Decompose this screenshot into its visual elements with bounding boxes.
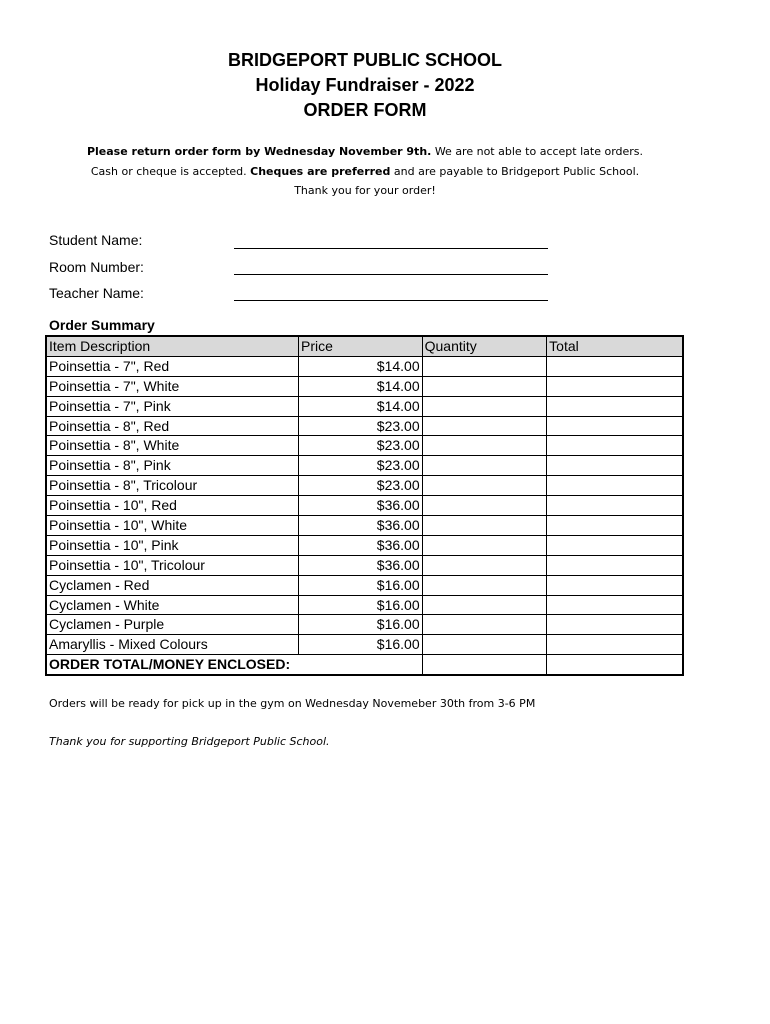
item-quantity-cell[interactable] — [422, 516, 547, 536]
thank-you-note: Thank you for supporting Bridgeport Public School. — [49, 735, 330, 748]
header-price: Price — [299, 336, 423, 356]
header-total: Total — [547, 336, 683, 356]
item-description: Cyclamen - Red — [46, 575, 299, 595]
table-row — [46, 615, 683, 635]
item-price: $36.00 — [299, 496, 423, 516]
item-price: $14.00 — [299, 376, 423, 396]
table-row — [46, 496, 683, 516]
teacher-name-field[interactable] — [234, 300, 548, 301]
item-price: $23.00 — [299, 436, 423, 456]
item-quantity-cell[interactable] — [422, 376, 547, 396]
table-row — [46, 356, 683, 376]
item-price: $16.00 — [299, 615, 423, 635]
item-quantity-cell[interactable] — [422, 456, 547, 476]
item-price: $16.00 — [299, 595, 423, 615]
table-row — [46, 456, 683, 476]
table-row — [46, 535, 683, 555]
item-description: Poinsettia - 10", Red — [46, 496, 299, 516]
item-total-cell[interactable] — [547, 356, 683, 376]
table-row — [46, 575, 683, 595]
item-description: Poinsettia - 7", Red — [46, 356, 299, 376]
order-total-label: ORDER TOTAL/MONEY ENCLOSED: — [46, 655, 422, 675]
order-table — [45, 335, 684, 676]
item-quantity-cell[interactable] — [422, 416, 547, 436]
item-price: $14.00 — [299, 396, 423, 416]
teacher-name-label: Teacher Name: — [49, 285, 144, 301]
item-total-cell[interactable] — [547, 416, 683, 436]
item-quantity-cell[interactable] — [422, 396, 547, 416]
item-quantity-cell[interactable] — [422, 555, 547, 575]
late-order-text: We are not able to accept late orders. — [431, 145, 644, 158]
item-description: Amaryllis - Mixed Colours — [46, 635, 299, 655]
form-header — [0, 48, 730, 123]
order-total-row — [46, 655, 683, 675]
table-row — [46, 376, 683, 396]
item-description: Poinsettia - 10", White — [46, 516, 299, 536]
cheque-preferred-text: Cheques are preferred — [250, 164, 391, 178]
item-quantity-cell[interactable] — [422, 476, 547, 496]
item-price: $36.00 — [299, 535, 423, 555]
payment-text: Cash or cheque is accepted. — [90, 164, 251, 178]
item-quantity-cell[interactable] — [422, 615, 547, 635]
item-description: Cyclamen - Purple — [46, 615, 299, 635]
item-quantity-cell[interactable] — [422, 356, 547, 376]
order-total-cell[interactable] — [547, 655, 683, 675]
item-total-cell[interactable] — [547, 635, 683, 655]
table-row — [46, 635, 683, 655]
item-quantity-cell[interactable] — [422, 575, 547, 595]
payable-text: and are payable to Bridgeport Public School. — [390, 164, 640, 178]
header-quantity: Quantity — [422, 336, 547, 356]
item-price: $14.00 — [299, 356, 423, 376]
table-row — [46, 555, 683, 575]
item-price: $16.00 — [299, 575, 423, 595]
event-title: Holiday Fundraiser - 2022 — [255, 75, 475, 95]
item-total-cell[interactable] — [547, 436, 683, 456]
item-total-cell[interactable] — [547, 396, 683, 416]
table-row — [46, 595, 683, 615]
item-price: $23.00 — [299, 476, 423, 496]
item-total-cell[interactable] — [547, 456, 683, 476]
item-description: Poinsettia - 7", Pink — [46, 396, 299, 416]
order-total-quantity-cell[interactable] — [422, 655, 547, 675]
room-number-field[interactable] — [234, 274, 548, 275]
item-total-cell[interactable] — [547, 376, 683, 396]
instruction-line-2 — [0, 162, 730, 182]
item-description: Poinsettia - 7", White — [46, 376, 299, 396]
item-quantity-cell[interactable] — [422, 635, 547, 655]
instructions — [0, 142, 730, 201]
item-description: Poinsettia - 8", Tricolour — [46, 476, 299, 496]
table-row — [46, 416, 683, 436]
item-price: $36.00 — [299, 555, 423, 575]
school-name: BRIDGEPORT PUBLIC SCHOOL — [227, 50, 502, 70]
student-name-label: Student Name: — [49, 232, 143, 248]
order-summary-title: Order Summary — [49, 317, 155, 333]
table-header-row — [46, 336, 683, 356]
item-price: $23.00 — [299, 456, 423, 476]
form-title: ORDER FORM — [303, 100, 427, 120]
table-row — [46, 476, 683, 496]
item-description: Cyclamen - White — [46, 595, 299, 615]
item-total-cell[interactable] — [547, 496, 683, 516]
table-row — [46, 516, 683, 536]
pickup-note: Orders will be ready for pick up in the gym on Wednesday Novemeber 30th from 3-6 PM — [49, 697, 536, 710]
item-quantity-cell[interactable] — [422, 496, 547, 516]
item-price: $16.00 — [299, 635, 423, 655]
table-row — [46, 396, 683, 416]
item-description: Poinsettia - 8", Pink — [46, 456, 299, 476]
item-quantity-cell[interactable] — [422, 595, 547, 615]
item-total-cell[interactable] — [547, 555, 683, 575]
student-name-field[interactable] — [234, 248, 548, 249]
item-quantity-cell[interactable] — [422, 436, 547, 456]
item-price: $36.00 — [299, 516, 423, 536]
instruction-line-1 — [0, 142, 730, 162]
item-total-cell[interactable] — [547, 615, 683, 635]
item-total-cell[interactable] — [547, 595, 683, 615]
item-total-cell[interactable] — [547, 476, 683, 496]
item-total-cell[interactable] — [547, 535, 683, 555]
deadline-text: Please return order form by Wednesday November 9th. — [86, 145, 432, 158]
instruction-line-3: Thank you for your order! — [294, 184, 436, 197]
item-quantity-cell[interactable] — [422, 535, 547, 555]
item-total-cell[interactable] — [547, 516, 683, 536]
item-price: $23.00 — [299, 416, 423, 436]
room-number-label: Room Number: — [49, 259, 144, 275]
item-description: Poinsettia - 10", Tricolour — [46, 555, 299, 575]
item-total-cell[interactable] — [547, 575, 683, 595]
item-description: Poinsettia - 8", White — [46, 436, 299, 456]
item-description: Poinsettia - 8", Red — [46, 416, 299, 436]
header-item-description: Item Description — [46, 336, 299, 356]
item-description: Poinsettia - 10", Pink — [46, 535, 299, 555]
table-row — [46, 436, 683, 456]
